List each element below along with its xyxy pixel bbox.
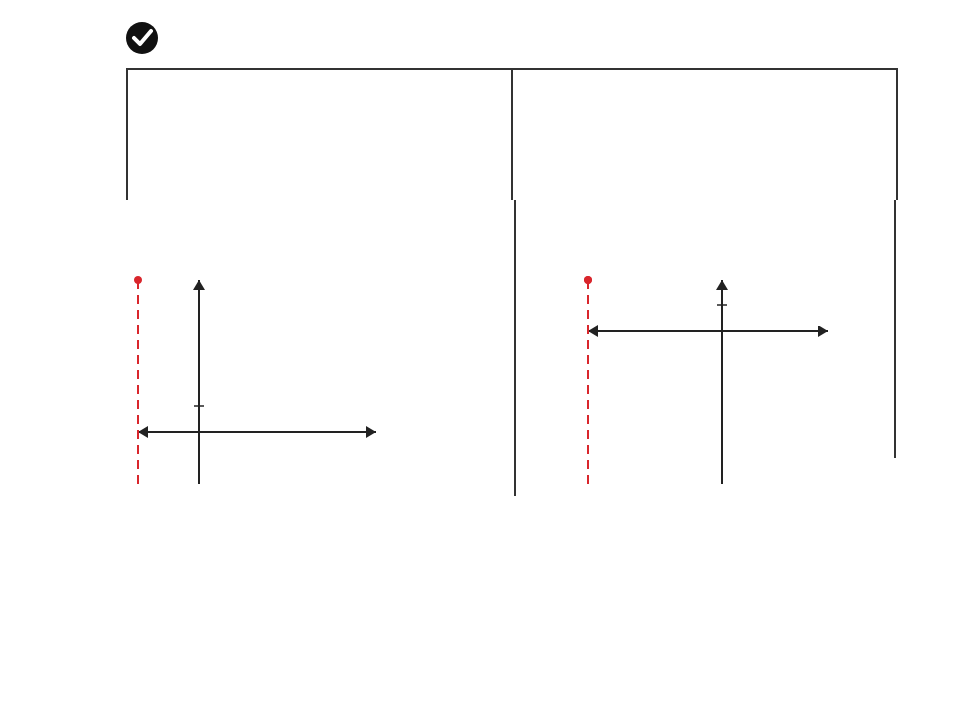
column-divider-lower xyxy=(514,200,516,496)
x-axis-arrow-right xyxy=(366,426,376,438)
box-right-edge xyxy=(894,200,896,458)
label-bg xyxy=(770,307,827,326)
checkpoint-header xyxy=(124,20,182,56)
label-bg xyxy=(599,307,659,326)
x-axis-arrow-left xyxy=(588,325,598,337)
y-axis-arrow-up xyxy=(716,280,728,290)
graph-1 xyxy=(138,280,376,484)
graph-2 xyxy=(588,280,828,484)
x-axis-arrow-right xyxy=(818,325,828,337)
column-divider xyxy=(511,68,513,200)
x-axis-arrow-left xyxy=(138,426,148,438)
vertex-point xyxy=(134,276,142,284)
label-bg xyxy=(289,306,347,325)
label-bg xyxy=(736,433,798,452)
label-bg xyxy=(224,281,282,299)
y-axis-arrow-up xyxy=(193,280,205,290)
label-bg xyxy=(729,458,781,477)
checkmark-circle-icon xyxy=(124,20,160,56)
vertex-point xyxy=(584,276,592,284)
